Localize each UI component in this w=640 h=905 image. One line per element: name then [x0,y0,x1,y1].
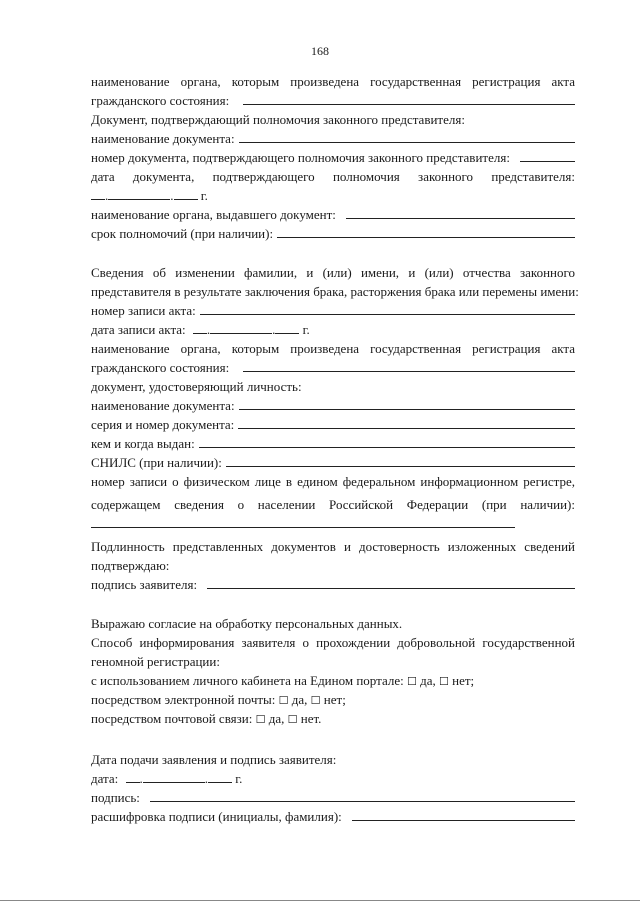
doc-number-label: номер документа, подтверждающего полномочия законного представителя: [91,150,510,165]
snils-field[interactable] [226,453,575,467]
record-date-day-field[interactable] [193,321,207,334]
record-date-row: дата записи акта: . . г. [91,322,310,337]
post-no-checkbox[interactable]: ☐ [287,713,298,726]
series-number-row [91,415,575,434]
id-doc-name-label: наименование документа: [91,398,235,413]
doc-number-field[interactable] [520,148,575,162]
decode-row [91,807,575,826]
snils-row [91,453,575,472]
change-organ-label-line2: гражданского состояния: [91,360,230,375]
id-doc-name-row [91,396,575,415]
change-organ-field[interactable] [243,358,575,372]
applicant-signature-field[interactable] [207,575,575,589]
term-row [91,224,575,243]
register-label-line1: номер записи о физическом лице в едином федеральном информационном регистре, [91,474,575,489]
doc-date-year-suffix: г. [200,188,208,203]
bottom-edge [0,900,640,901]
post-yes-label: да, [268,711,285,726]
issuer-row [91,205,575,224]
series-number-field[interactable] [238,415,575,429]
record-number-field[interactable] [200,301,575,315]
doc-date-label: дата документа, подтверждающего полномочия законного представителя: [91,169,575,184]
submission-title: Дата подачи заявления и подпись заявителя: [91,752,337,767]
id-doc-name-field[interactable] [239,396,575,410]
record-date-year-suffix: г. [302,322,310,337]
record-date-year-field[interactable] [275,321,299,334]
portal-yes-checkbox[interactable]: ☐ [406,675,417,688]
issuer-label: наименование органа, выдавшего документ: [91,207,336,222]
organ-label-line1: наименование органа, которым произведена государственная регистрация акта [91,74,575,89]
submission-date-label: дата: [91,771,119,786]
page-number: 168 [311,44,329,58]
id-doc-title: документ, удостоверяющий личность: [91,379,302,394]
submission-date-row: дата: . . г. [91,771,243,786]
submission-signature-field[interactable] [150,788,575,802]
doc-name-field[interactable] [239,129,575,143]
post-option-label: посредством почтовой связи: [91,711,253,726]
submission-date-month-field[interactable] [143,770,205,783]
change-organ-label-line1: наименование органа, которым произведена государственная регистрация акта [91,341,575,356]
confirm-line1: Подлинность представленных документов и достоверность изложенных сведений [91,539,575,554]
applicant-signature-row [91,575,575,594]
decode-field[interactable] [352,807,575,821]
confirm-line2: подтверждаю: [91,558,170,573]
post-yes-checkbox[interactable]: ☐ [255,713,266,726]
term-field[interactable] [277,224,575,238]
snils-label: СНИЛС (при наличии): [91,455,222,470]
submission-date-day-field[interactable] [126,770,140,783]
email-no-label: нет; [323,692,346,707]
portal-option-label: с использованием личного кабинета на Едином портале: [91,673,404,688]
change-title-line1: Сведения об изменении фамилии, и (или) имени, и (или) отчества законного [91,265,575,280]
email-no-checkbox[interactable]: ☐ [310,694,321,707]
submission-date-year-field[interactable] [208,770,232,783]
register-field[interactable] [91,515,515,528]
organ-label-line2: гражданского состояния: [91,93,230,108]
decode-label: расшифровка подписи (инициалы, фамилия): [91,809,342,824]
register-field-row [91,514,575,533]
record-number-row [91,301,575,320]
doc-number-row [91,148,575,167]
post-option-row [91,709,575,728]
doc-date-year-field[interactable] [174,187,198,200]
series-number-label: серия и номер документа: [91,417,235,432]
post-no-label: нет. [300,711,322,726]
record-number-label: номер записи акта: [91,303,196,318]
doc-date-day-field[interactable] [91,187,105,200]
register-label-line2: содержащем сведения о населении Российской Федерации (при наличии): [91,497,575,512]
form-content [91,72,579,826]
doc-name-row [91,129,575,148]
change-organ-row [91,358,575,377]
term-label: срок полномочий (при наличии): [91,226,274,241]
portal-no-checkbox[interactable]: ☐ [438,675,449,688]
submission-signature-label: подпись: [91,790,140,805]
change-title-line2: представителя в результате заключения брака, расторжения брака или перемены имени: [91,284,579,299]
email-yes-checkbox[interactable]: ☐ [278,694,289,707]
submission-date-year-suffix: г. [235,771,243,786]
inform-line2: геномной регистрации: [91,654,220,669]
email-option-label: посредством электронной почты: [91,692,276,707]
doc-date-month-field[interactable] [108,187,170,200]
portal-no-label: нет; [452,673,475,688]
rep-doc-title: Документ, подтверждающий полномочия законного представителя: [91,112,465,127]
consent-text: Выражаю согласие на обработку персональных данных. [91,616,403,631]
issued-by-label: кем и когда выдан: [91,436,195,451]
inform-line1: Способ информирования заявителя о прохождении добровольной государственной [91,635,575,650]
organ-field[interactable] [243,91,575,105]
portal-yes-label: да, [420,673,436,688]
issuer-field[interactable] [346,205,575,219]
organ-field-row [91,91,575,110]
record-date-label: дата записи акта: [91,322,186,337]
email-option-row [91,690,575,709]
email-yes-label: да, [291,692,308,707]
submission-signature-row [91,788,575,807]
record-date-month-field[interactable] [210,321,272,334]
doc-name-label: наименование документа: [91,131,235,146]
portal-option-row [91,671,575,690]
issued-by-field[interactable] [199,434,575,448]
applicant-signature-label: подпись заявителя: [91,577,198,592]
doc-date-row: . . г. [91,186,575,205]
issued-by-row [91,434,575,453]
